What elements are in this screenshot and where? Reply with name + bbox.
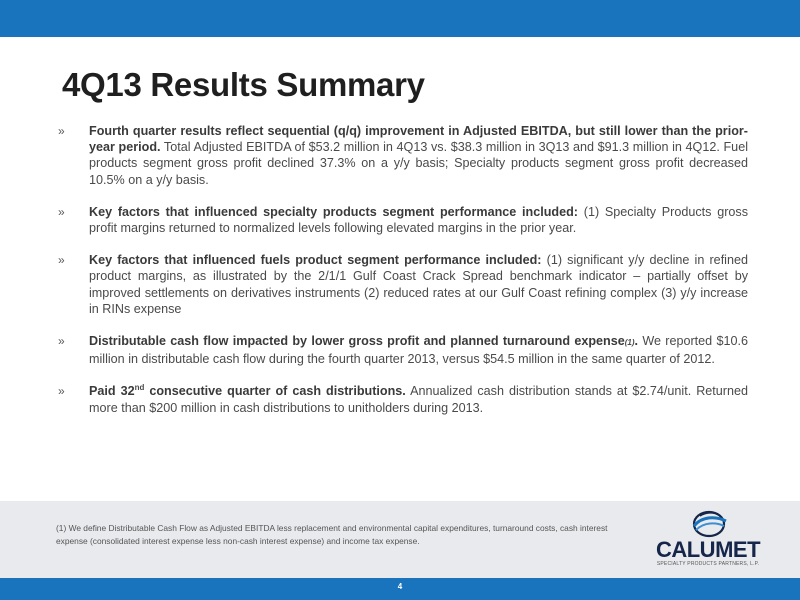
bullet-body: We reported $10.6 million in distributable cash flow during the fourth quarter 2013, versus $54.5 million in the same quarter of 2012. [89,334,748,367]
bullet-body: (1) significant y/y decline in refined product margins, as illustrated by the 2/1/1 Gulf Coast Crack Spread benchmark indicator – partially offset by improved settlements on derivatives instruments (2) reduced rates at our Gulf Coast refining complex (3) y/y increase in RINs expense [89,253,748,316]
bullet-body: (1) Specialty Products gross profit margins returned to normalized levels following elevated margins in the prior year. [89,204,748,236]
bullet-marker: » [58,253,65,268]
bullet-marker: » [58,384,65,399]
footnote-reference: (1) [624,338,635,348]
calumet-logo [648,510,774,572]
bullet-q4-results [58,123,748,188]
bullet-heading: Key factors that influenced fuels product segment performance included: [89,253,542,268]
bullet-fuels-factors [58,252,748,317]
bullet-marker: » [58,124,65,138]
summary-bullet-list [58,123,748,432]
bullet-marker: » [58,204,65,219]
bullet-heading-pre: Paid 32 [89,384,135,399]
logo-wordmark: CALUMET [655,537,761,562]
slide-title: 4Q13 Results Summary [62,66,425,103]
page-number: 4 [397,582,403,591]
bullet-body: Annualized cash distribution stands at $2.74/unit. Returned more than $200 million in cash distributions to unitholders during 2013. [89,384,748,415]
bullet-distributable-cash-flow [58,333,748,367]
bullet-heading: Distributable cash flow impacted by lower gross profit and planned turnaround expense [89,334,625,349]
bullet-specialty-factors [58,204,748,236]
bullet-heading-end: . [634,334,639,349]
footnote-text: (1) We define Distributable Cash Flow as Adjusted EBITDA less replacement and environmental capital expenditures, turnaround costs, cash interest expense (consolidated interest expense less non-cash interest expense) and income tax expense. [56,523,608,546]
bullet-body: Total Adjusted EBITDA of $53.2 million in 4Q13 vs. $38.3 million in 3Q13 and $91.3 million in 4Q12. Fuel products segment gross profit declined 37.3% on a y/y basis; Specialty products segment gross profit decreased 10.5% on a y/y basis. [89,140,748,187]
top-banner [0,0,800,37]
bullet-heading: Key factors that influenced specialty products segment performance included: [89,204,578,219]
globe-swoosh-icon [686,510,732,538]
bottom-banner [0,578,800,600]
bullet-heading: Fourth quarter results reflect sequential (q/q) improvement in Adjusted EBITDA, but still lower than the prior-year period. [89,124,748,155]
bullet-cash-distributions [58,383,748,415]
ordinal-suffix: nd [134,383,145,393]
logo-tagline: SPECIALTY PRODUCTS PARTNERS, L.P. [656,561,760,567]
bullet-marker: » [58,334,65,349]
bullet-heading: consecutive quarter of cash distributions. [144,384,406,399]
